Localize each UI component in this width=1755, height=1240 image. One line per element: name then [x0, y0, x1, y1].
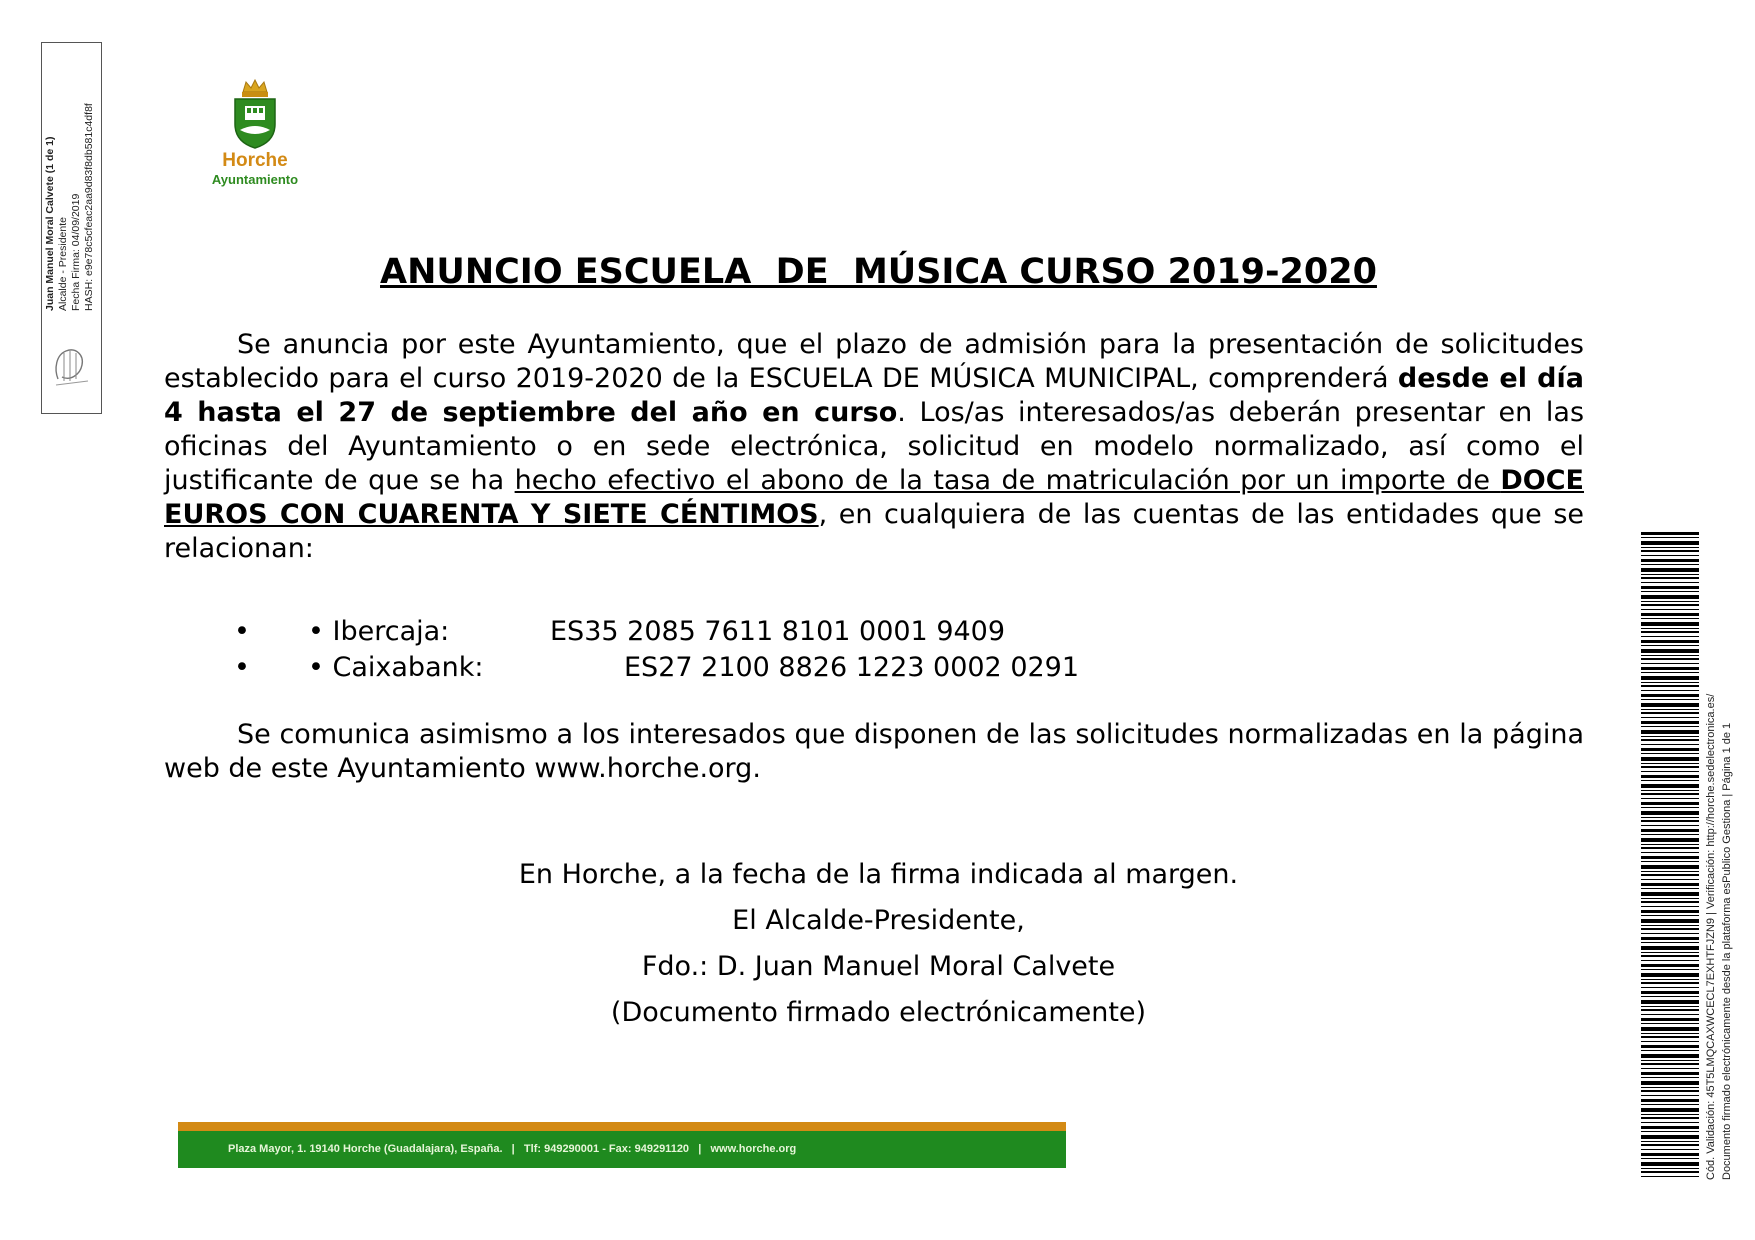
bullet: •: [234, 616, 250, 647]
signer-name: Juan Manuel Moral Calvete (1 de 1): [44, 136, 56, 311]
validation-text: [1703, 640, 1737, 1180]
admission-period: desde el día 4 hasta el 27 de septiembre del año en curso: [164, 363, 1584, 428]
closing-line: En Horche, a la fecha de la firma indicada al margen.: [518, 859, 1239, 890]
footer-bar: [178, 1122, 1066, 1168]
list-item: [234, 650, 1134, 686]
validation-barcode: [1641, 532, 1699, 1180]
coat-of-arms-icon: [196, 78, 314, 150]
fee-amount: DOCE EUROS CON CUARENTA Y SIETE CÉNTIMOS: [164, 465, 1584, 530]
bank-account-number: ES27 2100 8826 1223 0002 0291: [624, 652, 1080, 683]
list-item: [234, 614, 1134, 650]
bank-name: • Ibercaja:: [308, 616, 450, 647]
closing-block: [160, 852, 1597, 1036]
signature-hash: HASH: e9e78c5cfeac2aa9d83f8db581c4df8f: [83, 103, 95, 311]
bullet: •: [234, 652, 250, 683]
notice-paragraph: Se comunica asimismo a los interesados que disponen de las solicitudes normalizadas en la página web de este Ayuntamiento www.horche.org.: [164, 719, 1584, 784]
bank-accounts-list: [234, 614, 1134, 686]
validation-code: Cód. Validación: 45T5LMQCAXWCECL7EXHTFJZN9 | Verificación: http://horche.sedelectronica.es/: [1705, 693, 1717, 1180]
signature-details: [44, 49, 100, 311]
logo-name: Horche: [222, 150, 288, 171]
bank-name: • Caixabank:: [308, 652, 484, 683]
closing-line: El Alcalde-Presidente,: [732, 905, 1025, 936]
fee-requirement: hecho efectivo el abono de la tasa de matriculación por un importe de: [514, 465, 1501, 496]
paragraph-text: , en cualquiera de las cuentas de las entidades que se relacionan:: [164, 499, 1584, 564]
paragraph-text: . Los/as interesados/as deberán presentar en las oficinas del Ayuntamiento o en sede electrónica, solicitud en modelo normalizado, así como el justificante de que se ha: [164, 397, 1585, 496]
signer-role: Alcalde - Presidente: [57, 217, 69, 311]
logo-subtitle: Ayuntamiento: [211, 172, 299, 187]
signature-mark-icon: [50, 341, 92, 389]
validation-platform: Documento firmado electrónicamente desde la plataforma esPublico Gestiona | Página 1 de 1: [1721, 722, 1733, 1180]
horche-logo: [196, 78, 314, 190]
closing-line: (Documento firmado electrónicamente): [610, 997, 1147, 1028]
closing-line: Fdo.: D. Juan Manuel Moral Calvete: [641, 951, 1116, 982]
footer-divider: [178, 1122, 1066, 1131]
footer-contact: Plaza Mayor, 1. 19140 Horche (Guadalajara), España. | Tlf: 949290001 - Fax: 949291120 | www.horche.org: [178, 1131, 1066, 1168]
document-title: ANUNCIO ESCUELA DE MÚSICA CURSO 2019-2020: [380, 252, 1377, 292]
signature-date: Fecha Firma: 04/09/2019: [70, 193, 82, 311]
announcement-paragraph: [164, 328, 1584, 566]
bank-account-number: ES35 2085 7611 8101 0001 9409: [550, 616, 1006, 647]
paragraph-text: Se anuncia por este Ayuntamiento, que el plazo de admisión para la presentación de solicitudes establecido para el curso 2019-2020 de la ESCUELA DE MÚSICA MUNICIPAL, comprenderá: [164, 329, 1584, 394]
signature-box: [41, 42, 102, 414]
